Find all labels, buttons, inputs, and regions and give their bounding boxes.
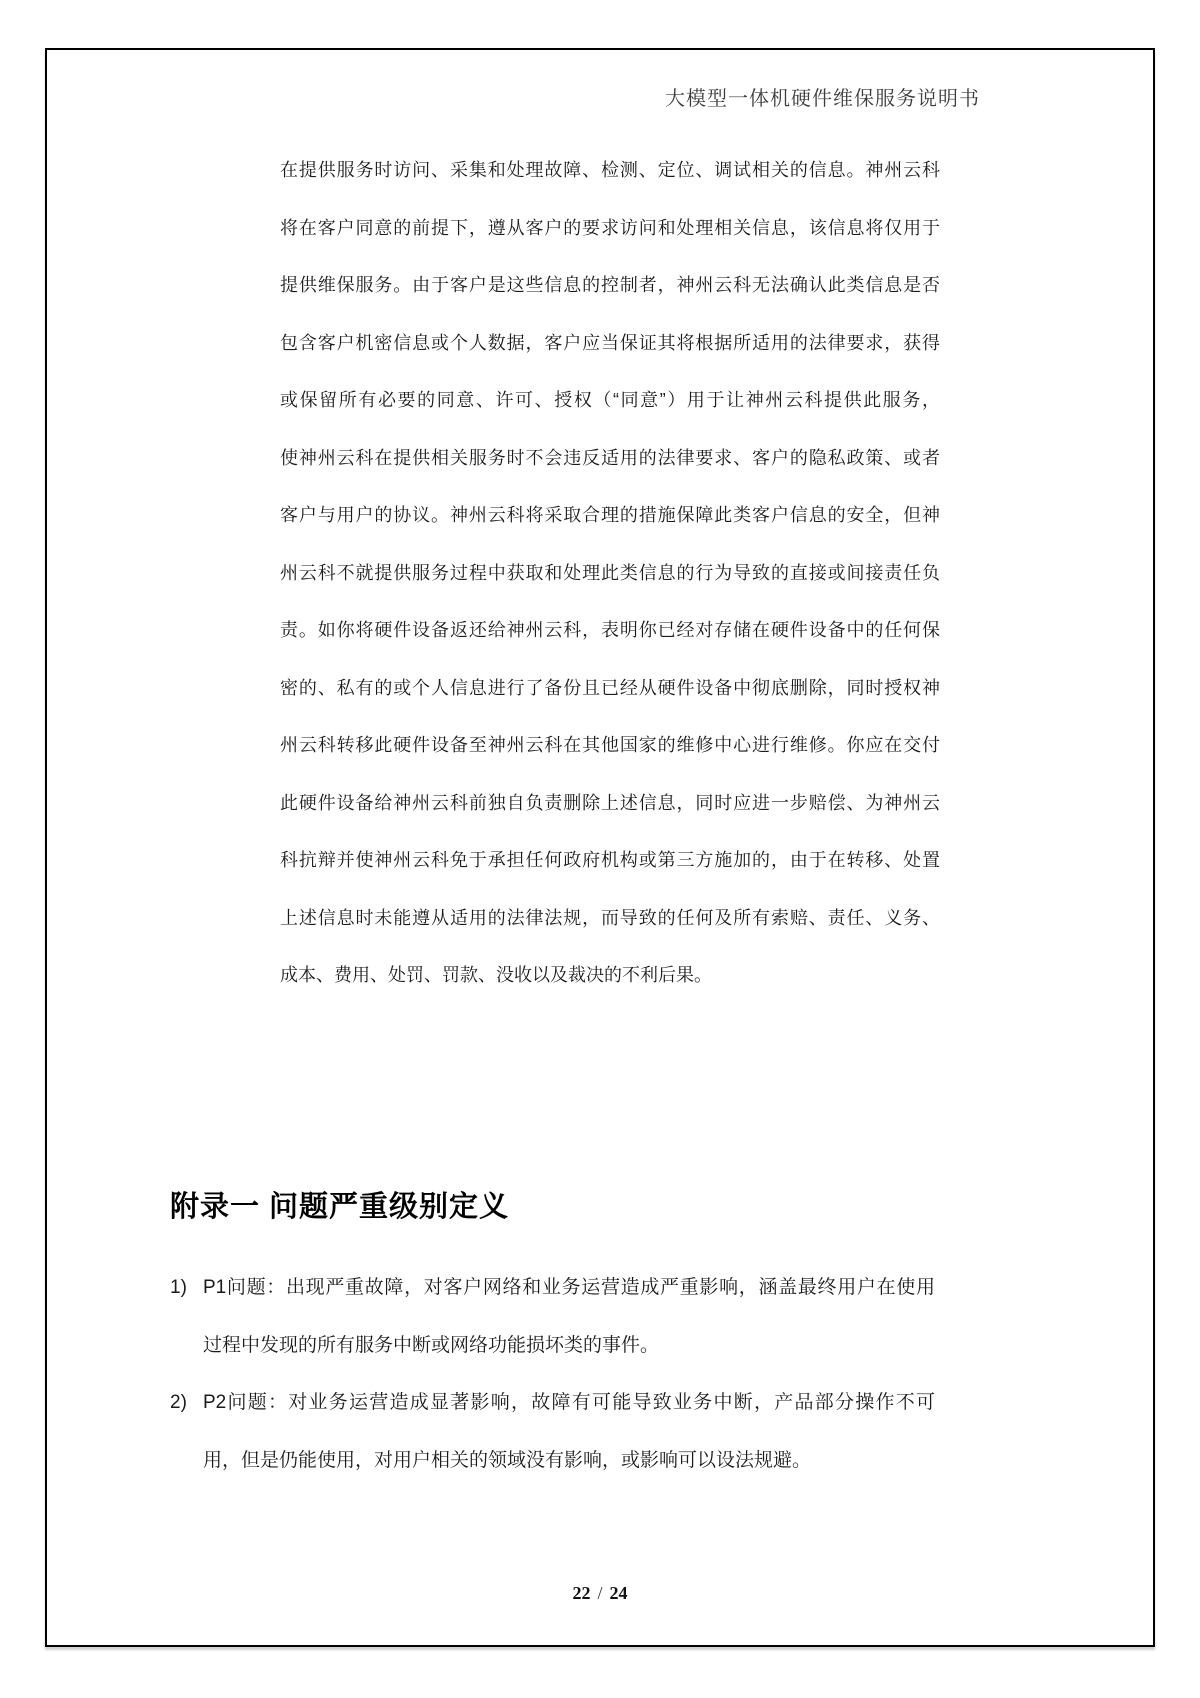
- list-item-text: [203, 1259, 935, 1374]
- list-item-number: 1): [170, 1277, 187, 1298]
- page-number-separator: /: [597, 1583, 603, 1603]
- list-item-line: P2问题：对业务运营造成显著影响，故障有可能导致业务中断，产品部分操作不可: [203, 1392, 935, 1413]
- paragraph-line: 密的、私有的或个人信息进行了备份且已经从硬件设备中彻底删除，同时授权神: [280, 677, 940, 698]
- paragraph-line: 包含客户机密信息或个人数据，客户应当保证其将根据所适用的法律要求，获得: [280, 332, 940, 353]
- severity-list: [170, 1259, 935, 1489]
- paragraph-line: 使神州云科在提供相关服务时不会违反适用的法律要求、客户的隐私政策、或者: [280, 447, 940, 468]
- paragraph-line: 州云科不就提供服务过程中获取和处理此类信息的行为导致的直接或间接责任负: [280, 562, 940, 583]
- list-item-line: 过程中发现的所有服务中断或网络功能损坏类的事件。: [203, 1334, 660, 1356]
- page-footer: [0, 1583, 1200, 1604]
- list-item-p2: [170, 1374, 935, 1489]
- paragraph-line: 或保留所有必要的同意、许可、授权（“同意”）用于让神州云科提供此服务，: [280, 390, 940, 410]
- paragraph-line: 州云科转移此硬件设备至神州云科在其他国家的维修中心进行维修。你应在交付: [280, 735, 940, 755]
- header-doc-title: 大模型一体机硬件维保服务说明书: [665, 88, 980, 110]
- paragraph-line: 将在客户同意的前提下，遵从客户的要求访问和处理相关信息，该信息将仅用于: [280, 217, 940, 238]
- list-item-line: 用，但是仍能使用，对用户相关的领域没有影响，或影响可以设法规避。: [203, 1449, 812, 1471]
- paragraph-line: 提供维保服务。由于客户是这些信息的控制者，神州云科无法确认此类信息是否: [280, 275, 940, 295]
- paragraph-line: 客户与用户的协议。神州云科将采取合理的措施保障此类客户信息的安全，但神: [280, 505, 940, 525]
- body-paragraph: [280, 142, 940, 1005]
- paragraph-line: 责。如你将硬件设备返还给神州云科，表明你已经对存储在硬件设备中的任何保: [280, 620, 940, 640]
- appendix-heading: 附录一 问题严重级别定义: [170, 1191, 510, 1223]
- list-item-number: 2): [170, 1392, 187, 1413]
- paragraph-line: 科抗辩并使神州云科免于承担任何政府机构或第三方施加的，由于在转移、处置: [280, 850, 940, 870]
- paragraph-line: 此硬件设备给神州云科前独自负责删除上述信息，同时应进一步赔偿、为神州云: [280, 792, 940, 813]
- list-item-line: P1问题：出现严重故障，对客户网络和业务运营造成严重影响，涵盖最终用户在使用: [203, 1277, 935, 1298]
- paragraph-line: 上述信息时未能遵从适用的法律法规，而导致的任何及所有索赔、责任、义务、: [280, 907, 940, 928]
- paragraph-line: 在提供服务时访问、采集和处理故障、检测、定位、调试相关的信息。神州云科: [280, 160, 940, 180]
- paragraph-line: 成本、费用、处罚、罚款、没收以及裁决的不利后果。: [280, 965, 712, 985]
- list-item-text: [203, 1374, 935, 1489]
- page-number-current: 22: [572, 1583, 591, 1603]
- page-number-total: 24: [609, 1583, 628, 1603]
- list-item-p1: [170, 1259, 935, 1374]
